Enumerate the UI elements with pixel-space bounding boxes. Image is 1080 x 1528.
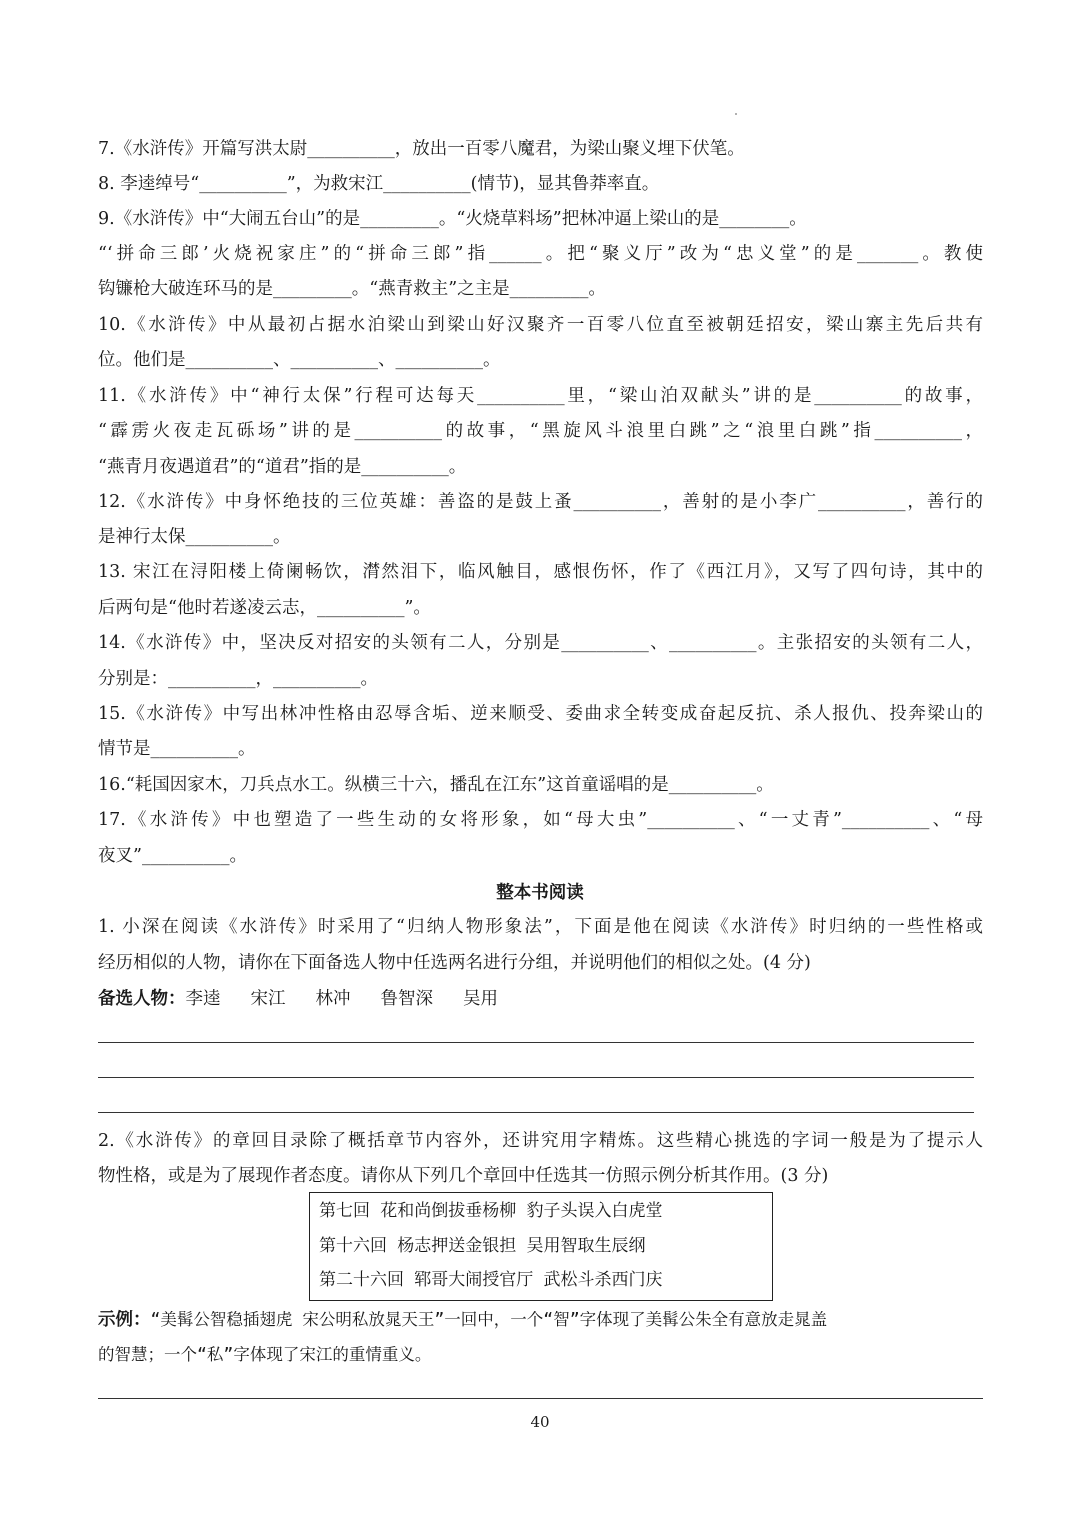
example-text: “美髯公智稳插翅虎 宋公明私放晁天王”一回中，一个“智”字体现了美髯公朱全有意放走晁盖 <box>150 1310 828 1329</box>
question-8: 8. 李逵绰号“__________”，为救宋江__________(情节)，显其鲁莽率直。 <box>98 174 660 194</box>
question-10-line-1: 10.《水浒传》中从最初占据水泊梁山到梁山好汉聚齐一百零八位直至被朝廷招安，梁山寨主先后共有 <box>98 315 983 335</box>
question-15-line-1: 15.《水浒传》中写出林冲性格由忍辱含垢、逆来顺受、委曲求全转变成奋起反抗、杀人报仇、投奔梁山的 <box>98 704 983 724</box>
question-11-line-3: “燕青月夜遇道君”的“道君”指的是__________。 <box>98 457 467 477</box>
example-line-1 <box>98 1303 983 1337</box>
candidate-name: 李逵 <box>185 989 221 1009</box>
example-line-2 <box>98 1338 983 1372</box>
chapter-item: 第二十六回 郓哥大闹授官厅 武松斗杀西门庆 <box>319 1270 663 1290</box>
answer-line-1[interactable] <box>98 1042 974 1043</box>
question-14-line-2: 分别是：__________，__________。 <box>98 669 378 689</box>
question-13-line-1: 13. 宋江在浔阳楼上倚阑畅饮，潸然泪下，临风触目，感恨伤怀，作了《西江月》，又写了四句诗，其中的 <box>98 562 983 582</box>
question-13-line-2: 后两句是“他时若遂凌云志，__________”。 <box>98 598 431 618</box>
candidate-name: 鲁智深 <box>380 989 433 1009</box>
question-12-line-2: 是神行太保__________。 <box>98 527 291 547</box>
reading-q1-line-2: 经历相似的人物，请你在下面备选人物中任选两名进行分组，并说明他们的相似之处。(4 分) <box>98 953 811 973</box>
reading-q1-line-1: 1. 小深在阅读《水浒传》时采用了“归纳人物形象法”，下面是他在阅读《水浒传》时归纳的一些性格或 <box>98 917 983 937</box>
example-label: 示例： <box>98 1310 151 1330</box>
chapter-item: 第十六回 杨志押送金银担 吴用智取生辰纲 <box>319 1236 646 1256</box>
example-text: 的智慧；一个“私”字体现了宋江的重情重义。 <box>98 1345 432 1364</box>
candidate-name: 林冲 <box>315 989 351 1009</box>
question-7: 7.《水浒传》开篇写洪太尉__________，放出一百零八魔君，为梁山聚义埋下伏笔。 <box>98 139 745 159</box>
reading-q2-line-2: 物性格，或是为了展现作者态度。请你从下列几个章回中任选其一仿照示例分析其作用。(3 分) <box>98 1166 829 1186</box>
speck <box>735 113 737 115</box>
candidate-label: 备选人物： <box>98 989 186 1009</box>
question-9-line-3: 钩镰枪大破连环马的是_________。“燕青救主”之主是_________。 <box>98 279 606 299</box>
candidate-name: 宋江 <box>250 989 286 1009</box>
chapter-item: 第七回 花和尚倒拔垂杨柳 豹子头误入白虎堂 <box>319 1201 663 1221</box>
question-17-line-1: 17.《水浒传》中也塑造了一些生动的女将形象，如“母大虫”__________、“一丈青”__________、“母 <box>98 810 983 830</box>
question-10-line-2: 位。他们是__________、__________、__________。 <box>98 350 501 370</box>
answer-line-2[interactable] <box>98 1077 974 1078</box>
page-number: 40 <box>530 1413 550 1431</box>
candidate-list <box>98 982 528 1016</box>
candidate-name: 吴用 <box>463 989 498 1009</box>
question-9-line-1: 9.《水浒传》中“大闹五台山”的是_________。“火烧草料场”把林冲逼上梁山的是________。 <box>98 209 807 229</box>
question-17-line-2: 夜叉”__________。 <box>98 846 247 866</box>
question-11-line-2: “霹雳火夜走瓦砾场”讲的是__________的故事，“黑旋风斗浪里白跳”之“浪里白跳”指__________， <box>98 421 983 441</box>
question-12-line-1: 12.《水浒传》中身怀绝技的三位英雄：善盗的是鼓上蚤__________，善射的是小李广__________，善行的 <box>98 492 983 512</box>
question-11-line-1: 11.《水浒传》中“神行太保”行程可达每天__________里，“梁山泊双献头”讲的是__________的故事， <box>98 386 983 406</box>
question-15-line-2: 情节是__________。 <box>98 739 256 759</box>
question-14-line-1: 14.《水浒传》中，坚决反对招安的头领有二人，分别是__________、__________。主张招安的头领有二人， <box>98 633 983 653</box>
reading-q2-line-1: 2.《水浒传》的章回目录除了概括章节内容外，还讲究用字精炼。这些精心挑选的字词一般是为了提示人 <box>98 1131 983 1151</box>
question-9-line-2: “‘拼命三郎’火烧祝家庄”的“拼命三郎”指______。把“聚义厅”改为“忠义堂”的是_______。教使 <box>98 244 983 264</box>
chapter-list-box <box>309 1192 773 1301</box>
footer-rule <box>98 1398 983 1399</box>
question-16: 16.“耗国因家木，刀兵点水工。纵横三十六，播乱在江东”这首童谣唱的是__________。 <box>98 775 774 795</box>
answer-line-3[interactable] <box>98 1112 974 1113</box>
section-title: 整本书阅读 <box>496 883 584 903</box>
